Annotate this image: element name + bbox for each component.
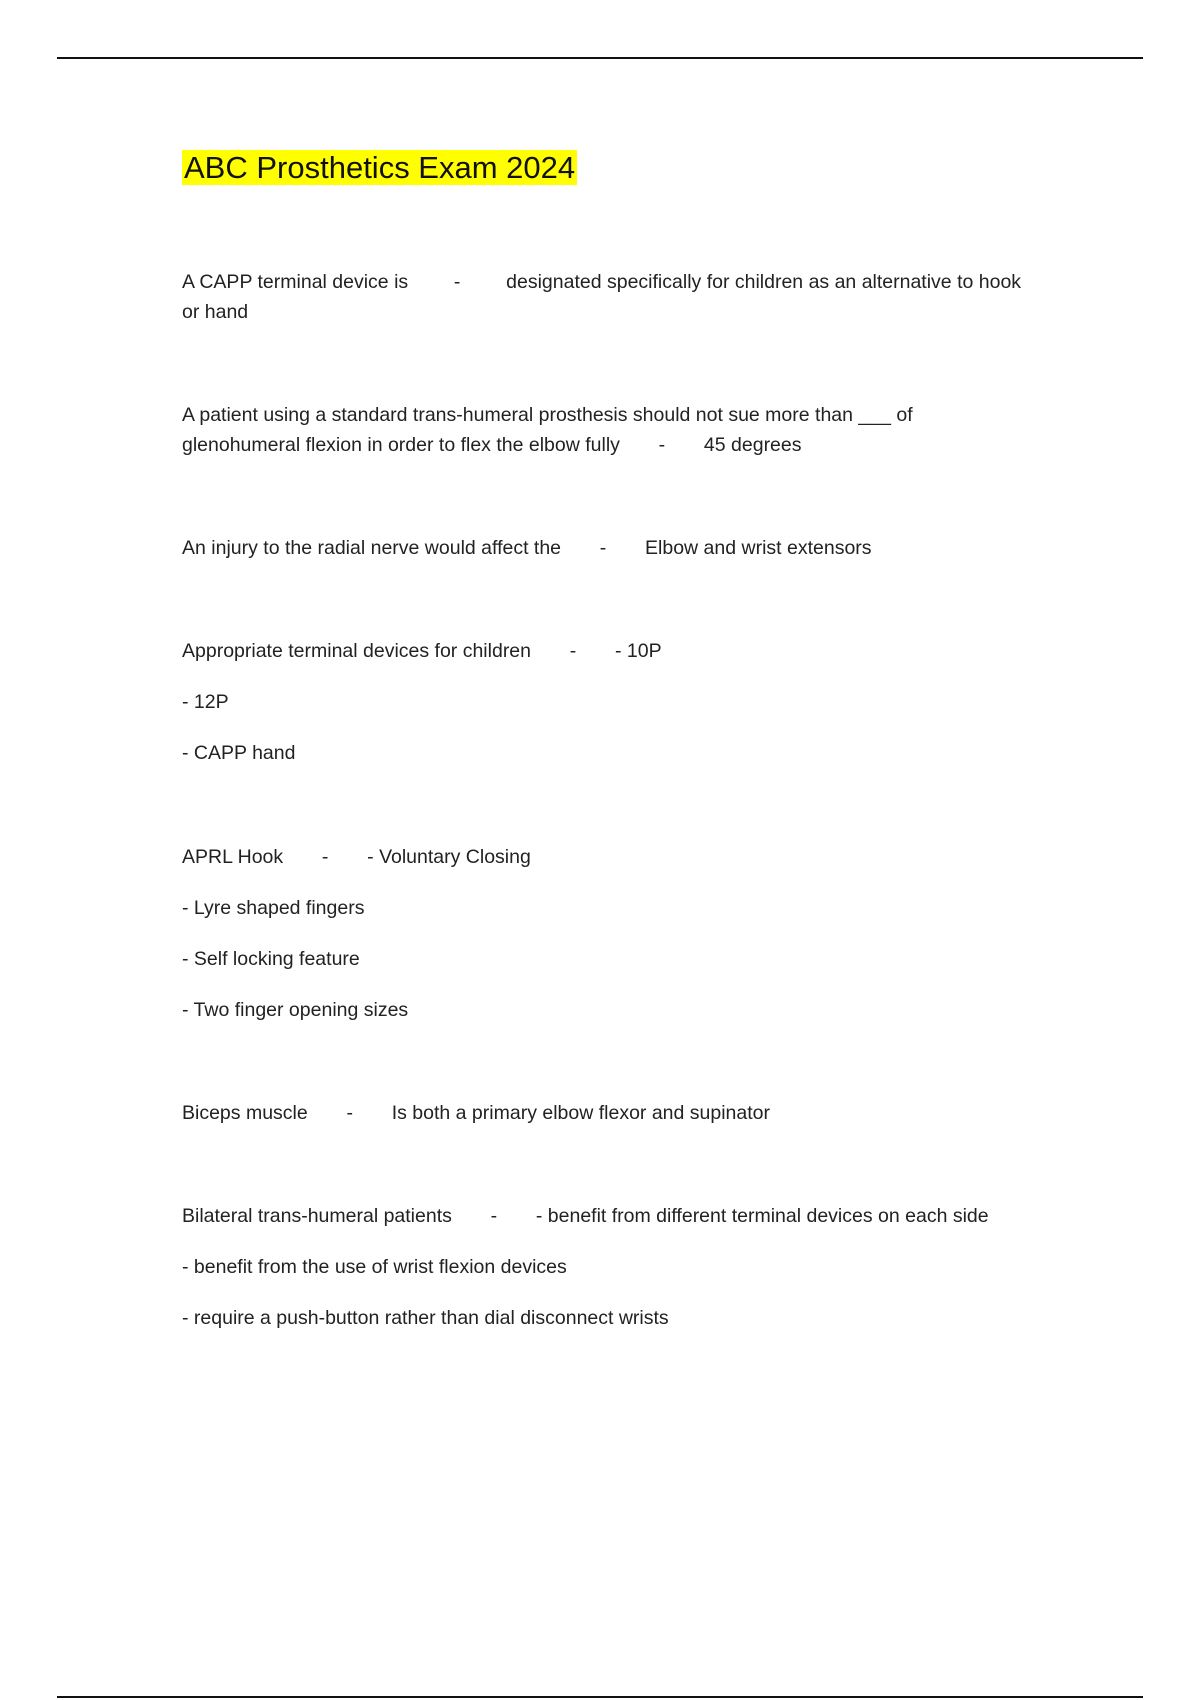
top-rule: [57, 57, 1143, 59]
question-text: Bilateral trans-humeral patients: [182, 1205, 452, 1227]
qa-line: [182, 1201, 1042, 1231]
answer-list-item: - CAPP hand: [182, 742, 296, 764]
separator: -: [599, 537, 607, 559]
bottom-rule: [57, 1696, 1143, 1698]
answer-list-item: - 12P: [182, 691, 229, 713]
answer-text: - benefit from different terminal devices on each side: [535, 1205, 989, 1227]
qa-line: [182, 267, 1042, 297]
qa-line: [182, 842, 1042, 872]
answer-text: - Voluntary Closing: [367, 846, 531, 868]
separator: -: [321, 846, 329, 868]
qa-line: [182, 533, 1042, 563]
title-highlight: ABC Prosthetics Exam 2024: [184, 150, 576, 185]
qa-item-radial-nerve: [182, 533, 1042, 563]
qa-item-aprl-hook: [182, 842, 1042, 1025]
answer-text: Is both a primary elbow flexor and supinator: [391, 1102, 770, 1124]
question-text: Biceps muscle: [182, 1102, 308, 1124]
question-text: A patient using a standard trans-humeral prosthesis should not sue more than ___ of: [182, 404, 913, 426]
separator: -: [658, 434, 666, 456]
separator: -: [490, 1205, 498, 1227]
answer-text: 45 degrees: [703, 434, 802, 456]
qa-line: [182, 430, 1042, 460]
answer-continuation: or hand: [182, 301, 249, 323]
separator: -: [346, 1102, 353, 1124]
qa-item-capp-terminal-device: [182, 267, 1042, 327]
qa-line: [182, 1098, 1042, 1128]
question-continuation: glenohumeral flexion in order to flex the elbow fully: [182, 434, 620, 456]
answer-text: Elbow and wrist extensors: [645, 537, 872, 559]
question-text: An injury to the radial nerve would affect the: [182, 537, 562, 559]
answer-list-item: - Two finger opening sizes: [182, 999, 409, 1021]
question-text: APRL Hook: [182, 846, 284, 868]
answer-text: designated specifically for children as an alternative to hook: [506, 271, 1022, 293]
qa-item-children-terminal-devices: [182, 636, 1042, 768]
qa-item-bilateral-trans-humeral: [182, 1201, 1042, 1333]
answer-list-item: - benefit from the use of wrist flexion devices: [182, 1256, 567, 1278]
document-title: [182, 146, 577, 190]
question-text: Appropriate terminal devices for children: [182, 640, 532, 662]
question-text: A CAPP terminal device is: [182, 271, 409, 293]
answer-text: - 10P: [615, 640, 662, 662]
separator: -: [569, 640, 577, 662]
separator: -: [453, 271, 461, 293]
qa-line: [182, 636, 1042, 666]
answer-list-item: - Lyre shaped fingers: [182, 897, 365, 919]
answer-list-item: - require a push-button rather than dial disconnect wrists: [182, 1307, 669, 1329]
qa-item-biceps-muscle: [182, 1098, 1042, 1128]
qa-item-glenohumeral-flexion: [182, 400, 1042, 460]
answer-list-item: - Self locking feature: [182, 948, 360, 970]
